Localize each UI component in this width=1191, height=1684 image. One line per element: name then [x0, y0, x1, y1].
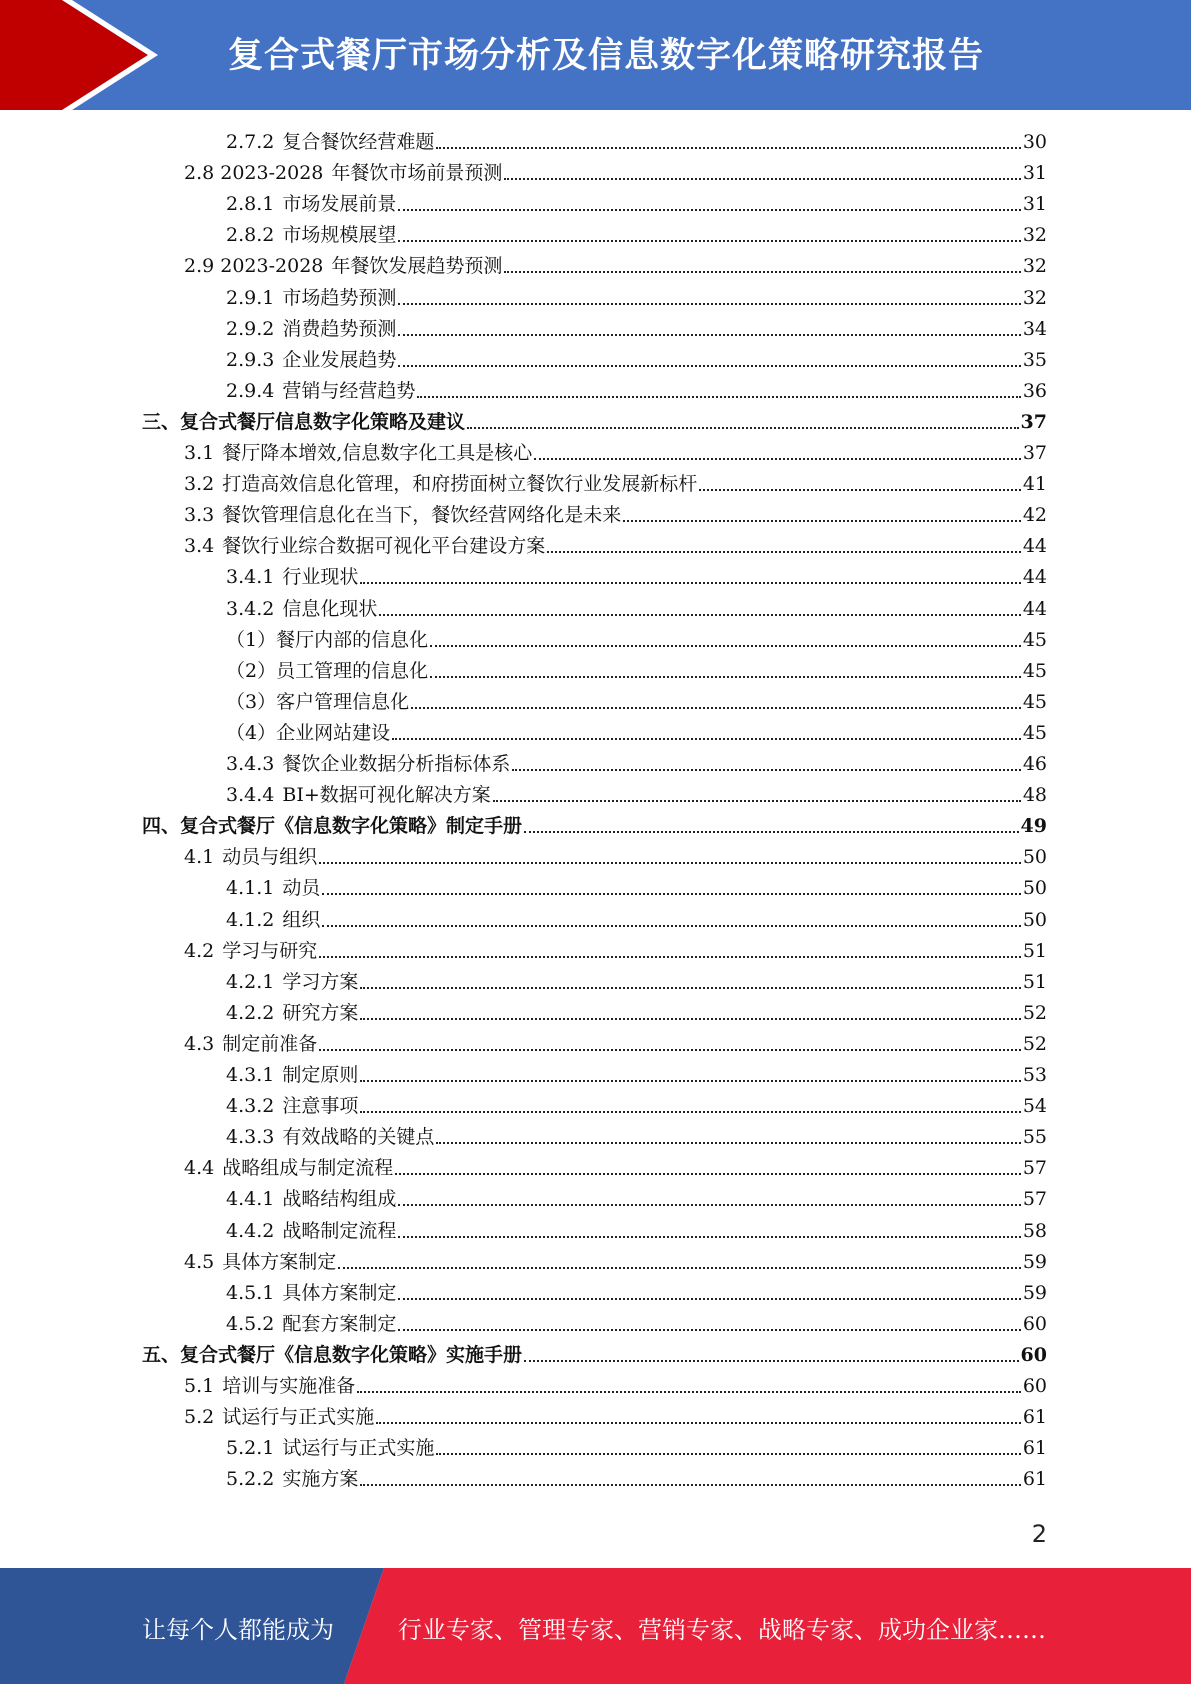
toc-entry-page: 37 — [1020, 410, 1047, 433]
toc-dot-leader — [411, 707, 1021, 709]
toc-entry-number: 4.3 — [184, 1032, 215, 1055]
toc-entry-page: 45 — [1022, 628, 1047, 651]
document-title: 复合式餐厅市场分析及信息数字化策略研究报告 — [228, 36, 985, 76]
toc-entry-title: 消费趋势预测 — [282, 317, 397, 340]
toc-entry-title: 组织 — [282, 908, 321, 931]
toc-dot-leader — [360, 582, 1020, 584]
toc-dot-leader — [360, 1484, 1020, 1486]
toc-entry[interactable] — [226, 998, 1047, 1029]
toc-entry-number: 4.3.1 — [226, 1064, 275, 1086]
toc-entry-number: 5.2 — [184, 1406, 215, 1429]
toc-entry-number: 4.5.2 — [226, 1312, 275, 1335]
toc-dot-leader — [360, 1018, 1020, 1020]
toc-entry[interactable] — [226, 656, 1047, 687]
toc-dot-leader — [398, 303, 1020, 305]
toc-entry-page: 51 — [1022, 939, 1047, 962]
toc-entry-title: 培训与实施准备 — [222, 1375, 356, 1397]
toc-dot-leader — [493, 800, 1021, 802]
page-footer — [0, 1568, 1191, 1684]
toc-entry-page: 57 — [1022, 1157, 1047, 1180]
toc-entry-number: 4.2 — [184, 939, 215, 962]
toc-entry-page: 32 — [1022, 286, 1047, 309]
toc-entry-title: 配套方案制定 — [282, 1312, 397, 1335]
toc-entry-title: 制定原则 — [282, 1064, 359, 1086]
toc-entry[interactable] — [226, 780, 1047, 811]
toc-entry-title: 市场趋势预测 — [282, 286, 397, 309]
toc-dot-leader — [467, 427, 1019, 429]
toc-entry[interactable] — [226, 687, 1047, 718]
toc-entry-number: 4.1 — [184, 846, 215, 869]
toc-entry[interactable] — [226, 1122, 1047, 1153]
page-header — [0, 0, 1191, 110]
toc-entry-page: 61 — [1022, 1406, 1047, 1429]
toc-entry[interactable] — [226, 967, 1047, 998]
toc-dot-leader — [534, 458, 1021, 460]
toc-dot-leader — [398, 1204, 1020, 1206]
toc-entry[interactable] — [226, 562, 1047, 593]
toc-entry-number: 4.3.3 — [226, 1126, 275, 1149]
page-number: 2 — [1031, 1520, 1047, 1548]
toc-dot-leader — [360, 1111, 1020, 1113]
toc-entry-page: 46 — [1022, 753, 1047, 775]
toc-entry[interactable] — [184, 1247, 1047, 1278]
toc-entry-page: 44 — [1022, 566, 1047, 589]
toc-entry-page: 50 — [1022, 877, 1047, 900]
toc-entry-title: （2）员工管理的信息化 — [226, 659, 429, 682]
toc-entry[interactable] — [226, 1216, 1047, 1247]
toc-entry-title: 餐饮管理信息化在当下，餐饮经营网络化是未来 — [222, 504, 622, 527]
toc-entry-page: 60 — [1022, 1375, 1047, 1397]
footer-slogan-left: 让每个人都能成为 — [142, 1616, 334, 1644]
toc-entry-page: 45 — [1022, 721, 1047, 744]
toc-entry-page: 37 — [1022, 442, 1047, 464]
toc-entry-number: 3.2 — [184, 473, 215, 496]
toc-entry-title: 战略制定流程 — [282, 1219, 397, 1242]
toc-entry-number: 5.2.2 — [226, 1468, 275, 1491]
toc-entry-number: 4.3.2 — [226, 1095, 275, 1118]
toc-entry-number: 2.9.3 — [226, 348, 275, 371]
toc-entry-number: 4.2.2 — [226, 1001, 275, 1024]
toc-entry-page: 59 — [1022, 1250, 1047, 1273]
toc-entry-title: 制定前准备 — [222, 1032, 318, 1055]
toc-entry-number: 4.2.1 — [226, 970, 275, 993]
toc-dot-leader — [376, 1422, 1021, 1424]
toc-entry-page: 44 — [1022, 535, 1047, 558]
toc-dot-leader — [319, 956, 1021, 958]
toc-dot-leader — [436, 1453, 1020, 1455]
toc-entry-title: 打造高效信息化管理，和府捞面树立餐饮行业发展新标杆 — [222, 473, 698, 496]
toc-entry-page: 61 — [1022, 1437, 1047, 1460]
toc-entry-page: 54 — [1022, 1095, 1047, 1118]
toc-entry-number: 3.4.2 — [226, 597, 275, 620]
toc-entry[interactable] — [142, 407, 1047, 438]
toc-entry[interactable] — [226, 189, 1047, 220]
toc-dot-leader — [430, 676, 1021, 678]
toc-entry-number: 2.8.1 — [226, 193, 275, 216]
toc-entry[interactable] — [226, 1309, 1047, 1340]
toc-entry-title: 年餐饮市场前景预测 — [331, 162, 503, 185]
toc-dot-leader — [504, 271, 1020, 273]
toc-entry-page: 51 — [1022, 970, 1047, 993]
toc-entry-number: 2.7.2 — [226, 131, 275, 153]
toc-entry-page: 45 — [1022, 690, 1047, 713]
toc-dot-leader — [547, 551, 1021, 553]
toc-entry-page: 50 — [1022, 846, 1047, 869]
toc-entry[interactable] — [226, 1464, 1047, 1495]
toc-entry-title: 具体方案制定 — [222, 1250, 337, 1273]
toc-entry-title: 战略组成与制定流程 — [222, 1157, 394, 1180]
toc-entry-number: 4.5 — [184, 1250, 215, 1273]
toc-entry-number: 5.1 — [184, 1375, 215, 1397]
toc-entry-number: 2.8.2 — [226, 224, 275, 247]
toc-entry-page: 31 — [1022, 193, 1047, 216]
toc-entry-title: 餐饮行业综合数据可视化平台建设方案 — [222, 535, 546, 558]
toc-entry[interactable] — [226, 749, 1047, 780]
toc-entry-title: 动员与组织 — [222, 846, 318, 869]
toc-entry-title: 研究方案 — [282, 1001, 359, 1024]
toc-entry[interactable] — [226, 1433, 1047, 1464]
toc-entry-title: （3）客户管理信息化 — [226, 690, 410, 713]
toc-entry-title: 年餐饮发展趋势预测 — [331, 255, 503, 278]
toc-entry-title: 餐饮企业数据分析指标体系 — [282, 753, 511, 775]
toc-entry[interactable] — [184, 469, 1047, 500]
toc-dot-leader — [379, 614, 1020, 616]
toc-entry-number: 2.8 2023-2028 — [184, 162, 324, 185]
toc-dot-leader — [395, 1173, 1021, 1175]
toc-entry[interactable] — [184, 251, 1047, 282]
toc-entry-title: 实施方案 — [282, 1468, 359, 1491]
toc-entry-page: 52 — [1022, 1032, 1047, 1055]
toc-dot-leader — [398, 1236, 1020, 1238]
toc-entry-page: 45 — [1022, 659, 1047, 682]
toc-dot-leader — [398, 1329, 1020, 1331]
toc-entry-number: 2.9.2 — [226, 317, 275, 340]
toc-entry[interactable] — [184, 1402, 1047, 1433]
toc-entry-page: 32 — [1022, 255, 1047, 278]
toc-entry-title: 五、复合式餐厅《信息数字化策略》实施手册 — [142, 1343, 523, 1366]
toc-entry-page: 36 — [1022, 379, 1047, 402]
toc-dot-leader — [623, 520, 1021, 522]
toc-dot-leader — [699, 489, 1021, 491]
toc-entry-title: 战略结构组成 — [282, 1188, 397, 1211]
toc-entry[interactable] — [142, 1340, 1047, 1371]
toc-entry-title: 动员 — [282, 877, 321, 900]
toc-entry-title: 市场规模展望 — [282, 224, 397, 247]
toc-entry-number: 3.1 — [184, 442, 215, 464]
toc-entry-title: 学习方案 — [282, 970, 359, 993]
toc-entry-number: 4.5.1 — [226, 1281, 275, 1304]
toc-entry[interactable] — [226, 873, 1047, 904]
toc-entry[interactable] — [184, 500, 1047, 531]
toc-entry[interactable] — [184, 842, 1047, 873]
toc-entry[interactable] — [226, 127, 1047, 158]
toc-dot-leader — [319, 862, 1021, 864]
toc-entry-title: 具体方案制定 — [282, 1281, 397, 1304]
toc-entry[interactable] — [226, 1060, 1047, 1091]
toc-entry-title: 三、复合式餐厅信息数字化策略及建议 — [142, 410, 466, 433]
toc-entry-title: （4）企业网站建设 — [226, 721, 391, 744]
toc-entry-title: （1）餐厅内部的信息化 — [226, 628, 429, 651]
toc-entry[interactable] — [184, 158, 1047, 189]
toc-dot-leader — [398, 334, 1020, 336]
toc-entry[interactable] — [226, 1278, 1047, 1309]
toc-dot-leader — [524, 831, 1019, 833]
toc-entry-title: 行业现状 — [282, 566, 359, 589]
toc-entry-number: 5.2.1 — [226, 1437, 275, 1460]
toc-entry[interactable] — [226, 625, 1047, 656]
footer-slogan-right: 行业专家、管理专家、营销专家、战略专家、成功企业家…… — [398, 1616, 1046, 1644]
toc-dot-leader — [512, 769, 1020, 771]
toc-dot-leader — [398, 1298, 1020, 1300]
toc-dot-leader — [436, 1142, 1020, 1144]
toc-entry-page: 60 — [1022, 1312, 1047, 1335]
toc-dot-leader — [398, 209, 1020, 211]
toc-entry-title: 市场发展前景 — [282, 193, 397, 216]
toc-entry-title: 营销与经营趋势 — [282, 379, 416, 402]
toc-entry-number: 2.9.4 — [226, 379, 275, 402]
toc-entry-page: 41 — [1022, 473, 1047, 496]
toc-dot-leader — [392, 738, 1021, 740]
toc-entry-number: 4.4.1 — [226, 1188, 275, 1211]
toc-dot-leader — [436, 147, 1020, 149]
toc-entry-page: 42 — [1022, 504, 1047, 527]
toc-entry-title: 信息化现状 — [282, 597, 378, 620]
toc-dot-leader — [504, 178, 1020, 180]
toc-entry[interactable] — [226, 594, 1047, 625]
toc-entry-page: 35 — [1022, 348, 1047, 371]
toc-entry-title: 餐厅降本增效,信息数字化工具是核心 — [222, 442, 533, 464]
toc-entry-page: 30 — [1022, 131, 1047, 153]
toc-entry-page: 55 — [1022, 1126, 1047, 1149]
toc-entry[interactable] — [226, 905, 1047, 936]
toc-entry[interactable] — [226, 220, 1047, 251]
toc-entry-title: 复合餐饮经营难题 — [282, 131, 435, 153]
toc-entry[interactable] — [184, 936, 1047, 967]
toc-entry-title: 四、复合式餐厅《信息数字化策略》制定手册 — [142, 815, 523, 838]
toc-entry[interactable] — [184, 1029, 1047, 1060]
toc-entry[interactable] — [142, 811, 1047, 842]
toc-dot-leader — [417, 396, 1020, 398]
toc-entry-page: 60 — [1020, 1343, 1047, 1366]
toc-entry-page: 34 — [1022, 317, 1047, 340]
toc-entry-number: 2.9.1 — [226, 286, 275, 309]
toc-entry[interactable] — [184, 438, 1047, 469]
toc-dot-leader — [319, 1049, 1021, 1051]
toc-dot-leader — [322, 893, 1020, 895]
toc-dot-leader — [357, 1391, 1021, 1393]
toc-entry-title: 注意事项 — [282, 1095, 359, 1118]
toc-dot-leader — [338, 1267, 1021, 1269]
toc-entry-title: 学习与研究 — [222, 939, 318, 962]
toc-entry[interactable] — [226, 376, 1047, 407]
toc-entry-page: 59 — [1022, 1281, 1047, 1304]
toc-entry-title: 企业发展趋势 — [282, 348, 397, 371]
toc-entry-page: 50 — [1022, 908, 1047, 931]
toc-entry-number: 4.4.2 — [226, 1219, 275, 1242]
toc-entry[interactable] — [184, 1371, 1047, 1402]
toc-entry[interactable] — [226, 1091, 1047, 1122]
toc-entry-number: 3.4 — [184, 535, 215, 558]
toc-entry[interactable] — [226, 345, 1047, 376]
toc-entry-title: 有效战略的关键点 — [282, 1126, 435, 1149]
toc-entry[interactable] — [226, 1184, 1047, 1215]
toc-dot-leader — [398, 365, 1020, 367]
toc-entry-number: 4.1.1 — [226, 877, 275, 900]
toc-entry-page: 32 — [1022, 224, 1047, 247]
toc-entry-number: 4.1.2 — [226, 908, 275, 931]
toc-entry-page: 48 — [1022, 784, 1047, 807]
toc-dot-leader — [360, 1080, 1020, 1082]
toc-entry-number: 4.4 — [184, 1157, 215, 1180]
toc-entry-number: 2.9 2023-2028 — [184, 255, 324, 278]
toc-dot-leader — [524, 1360, 1019, 1362]
toc-entry-number: 3.4.3 — [226, 753, 275, 775]
toc-entry-page: 57 — [1022, 1188, 1047, 1211]
toc-dot-leader — [360, 987, 1020, 989]
toc-entry-title: 试运行与正式实施 — [282, 1437, 435, 1460]
toc-entry-page: 58 — [1022, 1219, 1047, 1242]
toc-dot-leader — [398, 240, 1020, 242]
toc-entry-page: 61 — [1022, 1468, 1047, 1491]
toc-entry-title: BI+数据可视化解决方案 — [282, 784, 491, 807]
toc-entry-title: 试运行与正式实施 — [222, 1406, 375, 1429]
toc-entry[interactable] — [226, 314, 1047, 345]
toc-dot-leader — [430, 645, 1021, 647]
toc-entry[interactable] — [184, 1153, 1047, 1184]
toc-entry-page: 44 — [1022, 597, 1047, 620]
toc-entry-page: 31 — [1022, 162, 1047, 185]
toc-entry-number: 3.4.1 — [226, 566, 275, 589]
toc-entry[interactable] — [184, 531, 1047, 562]
toc-entry-number: 3.4.4 — [226, 784, 275, 807]
toc-entry[interactable] — [226, 283, 1047, 314]
toc-entry[interactable] — [226, 718, 1047, 749]
toc-entry-page: 49 — [1020, 815, 1047, 838]
toc-dot-leader — [322, 925, 1020, 927]
toc-entry-number: 3.3 — [184, 504, 215, 527]
toc-entry-page: 52 — [1022, 1001, 1047, 1024]
toc-entry-page: 53 — [1022, 1064, 1047, 1086]
